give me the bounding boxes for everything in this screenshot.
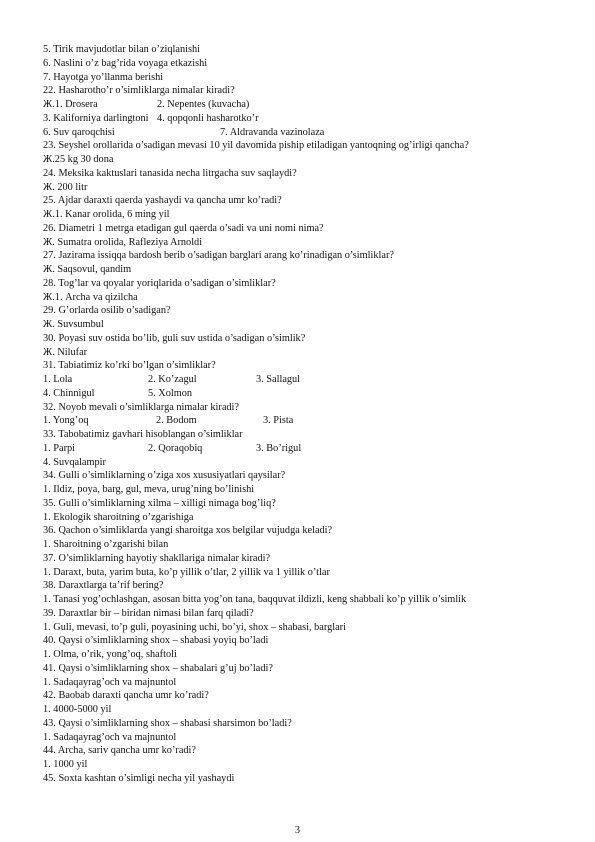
text-cell: 2. Nepentes (kuvacha)	[157, 99, 250, 110]
text-line: 42. Baobab daraxti qancha umr ko’radi?	[43, 690, 209, 702]
text-line: 1. Olma, o’rik, yong’oq, shaftoli	[43, 649, 177, 660]
text-line: 25. Ajdar daraxti qaerda yashaydi va qancha umr ko’radi?	[43, 195, 282, 207]
text-line: 41. Qaysi o’simliklarning shox – shabalari g’uj bo’ladi?	[43, 662, 273, 674]
text-line: 39. Daraxtlar bir – biridan nimasi bilan farq qiladi?	[43, 607, 254, 619]
text-line: Ж.1. Kanar orolida, 6 ming yil	[43, 209, 170, 220]
text-cell: 1. Parpi	[43, 442, 76, 454]
text-line: 1. Guli, mevasi, to’p guli, poyasining uchi, bo’yi, shox – shabasi, barglari	[43, 621, 346, 633]
text-line: 24. Meksika kaktuslari tanasida necha litrgacha suv saqlaydi?	[43, 167, 297, 179]
text-line: 27. Jazirama issiqqa bardosh berib o’sadigan barglari arang ko’rinadigan o’simliklar?	[43, 250, 394, 262]
text-line: 29. G’orlarda osilib o’sadigan?	[43, 305, 171, 317]
text-line: 31. Tabiatimiz ko’rki bo’lgan o’simliklar?	[43, 360, 216, 372]
text-cell: 4. Chinnigul	[43, 387, 95, 399]
text-cell: 2. Ko’zagul	[148, 374, 197, 385]
text-line: Ж. 200 litr	[43, 181, 88, 193]
text-row-columns	[43, 414, 563, 428]
text-cell: 7. Aldravanda vazinolaza	[220, 126, 325, 138]
text-row-columns	[43, 98, 563, 112]
text-line: 1. Ekologik sharoitning o’zgarishiga	[43, 511, 194, 523]
text-line: 1. Ildiz, poya, barg, gul, meva, urug’ning bo’linishi	[43, 484, 255, 495]
text-cell: 4. qopqonli hasharotko’r	[157, 112, 259, 124]
text-line: 1. Sadaqayrag’och va majnuntol	[43, 676, 177, 688]
text-line: Ж. Suvsumbul	[43, 319, 104, 330]
text-cell: 3. Bo’rigul	[256, 442, 302, 454]
text-line: 35. Gulli o’simliklarning xilma – xilligi nimaga bog’liq?	[43, 497, 276, 509]
text-line: 1. 4000-5000 yil	[43, 704, 112, 715]
text-row-columns	[43, 387, 563, 401]
text-cell: Ж.1. Drosera	[43, 99, 98, 110]
text-line: 32. Noyob mevali o’simliklarga nimalar kiradi?	[43, 401, 239, 413]
document-page	[43, 43, 563, 786]
text-cell: 3. Pista	[263, 415, 294, 427]
text-cell: 6. Suv qaroqchisi	[43, 126, 115, 138]
text-cell: 5. Xolmon	[148, 387, 193, 399]
text-cell: 1. Lola	[43, 374, 73, 385]
text-line: 33. Tabobatimiz gavhari hisoblangan o’simliklar	[43, 429, 243, 440]
text-line: 5. Tirik mavjudotlar bilan o’ziqlanishi	[43, 44, 201, 55]
text-line: 43. Qaysi o’simliklarning shox – shabasi sharsimon bo’ladi?	[43, 717, 292, 729]
text-line: 44. Archa, sariv qancha umr ko’radi?	[43, 745, 196, 757]
text-line: 37. O’simliklarning hayotiy shakllariga nimalar kiradi?	[43, 552, 271, 564]
text-line: 1. Sharoitning o’zgarishi bilan	[43, 539, 169, 550]
text-line: 30. Poyasi suv ostida bo’lib, guli suv ustida o’sadigan o’simlik?	[43, 332, 306, 344]
text-line: 23. Seyshel orollarida o’sadigan mevasi 10 yil davomida piship etiladigan yantoqning og’irligi qancha?	[43, 140, 469, 152]
text-cell: 1. Yong’oq	[43, 415, 89, 427]
text-row-columns	[43, 112, 563, 126]
text-line: 22. Hasharotho’r o’simliklarga nimalar kiradi?	[43, 85, 235, 97]
text-cell: 3. Sallagul	[256, 374, 301, 385]
text-line: 38. Daraxtlarga ta’rif bering?	[43, 580, 164, 592]
text-line: 6. Naslini o’z bag’rida voyaga etkazishi	[43, 57, 208, 69]
text-line: 26. Diametri 1 metrga etadigan gul qaerda o’sadi va uni nomi nima?	[43, 222, 324, 234]
text-line: 45. Soxta kashtan o’simligi necha yil yashaydi	[43, 772, 235, 784]
text-row-columns	[43, 126, 563, 140]
text-line: Ж.1. Archa va qizilcha	[43, 291, 138, 303]
text-line: 40. Qaysi o’simliklarning shox – shabasi yoyiq bo’ladi	[43, 635, 269, 647]
text-line: 1. Tanasi yog’ochlashgan, asosan bitta yog’on tana, baqquvat ildizli, keng shabbali ko’p yillik o’simlik	[43, 594, 467, 605]
page-number: 3	[294, 825, 301, 836]
text-line: 7. Hayotga yo’llanma berishi	[43, 71, 164, 83]
text-line: 36. Qachon o’simliklarda yangi sharoitga xos belgilar vujudga keladi?	[43, 525, 333, 537]
text-cell: 2. Bodom	[156, 415, 197, 427]
text-row-columns	[43, 373, 563, 387]
text-line: 1. Sadaqayrag’och va majnuntol	[43, 731, 177, 743]
text-cell: 2. Qoraqobiq	[148, 442, 203, 454]
text-line: Ж. Saqsovul, qandim	[43, 264, 132, 275]
text-line: 34. Gulli o’simliklarning o’ziga xos xususiyatlari qaysilar?	[43, 470, 286, 482]
text-line: 4. Suvqalampir	[43, 456, 106, 468]
text-line: Ж. Nilufar	[43, 346, 88, 358]
text-line: Ж. Sumatra orolida, Rafleziya Arnoldi	[43, 236, 203, 248]
text-line: Ж.25 kg 30 dona	[43, 154, 114, 165]
text-row-columns	[43, 442, 563, 456]
text-line: 1. Daraxt, buta, yarim buta, ko’p yillik o’tlar, 2 yillik va 1 yillik o’tlar	[43, 566, 330, 578]
text-line: 1. 1000 yil	[43, 759, 88, 770]
text-line: 28. Tog’lar va qoyalar yoriqlarida o’sadigan o’simliklar?	[43, 277, 276, 289]
text-cell: 3. Kaliforniya darlingtoni	[43, 112, 149, 124]
